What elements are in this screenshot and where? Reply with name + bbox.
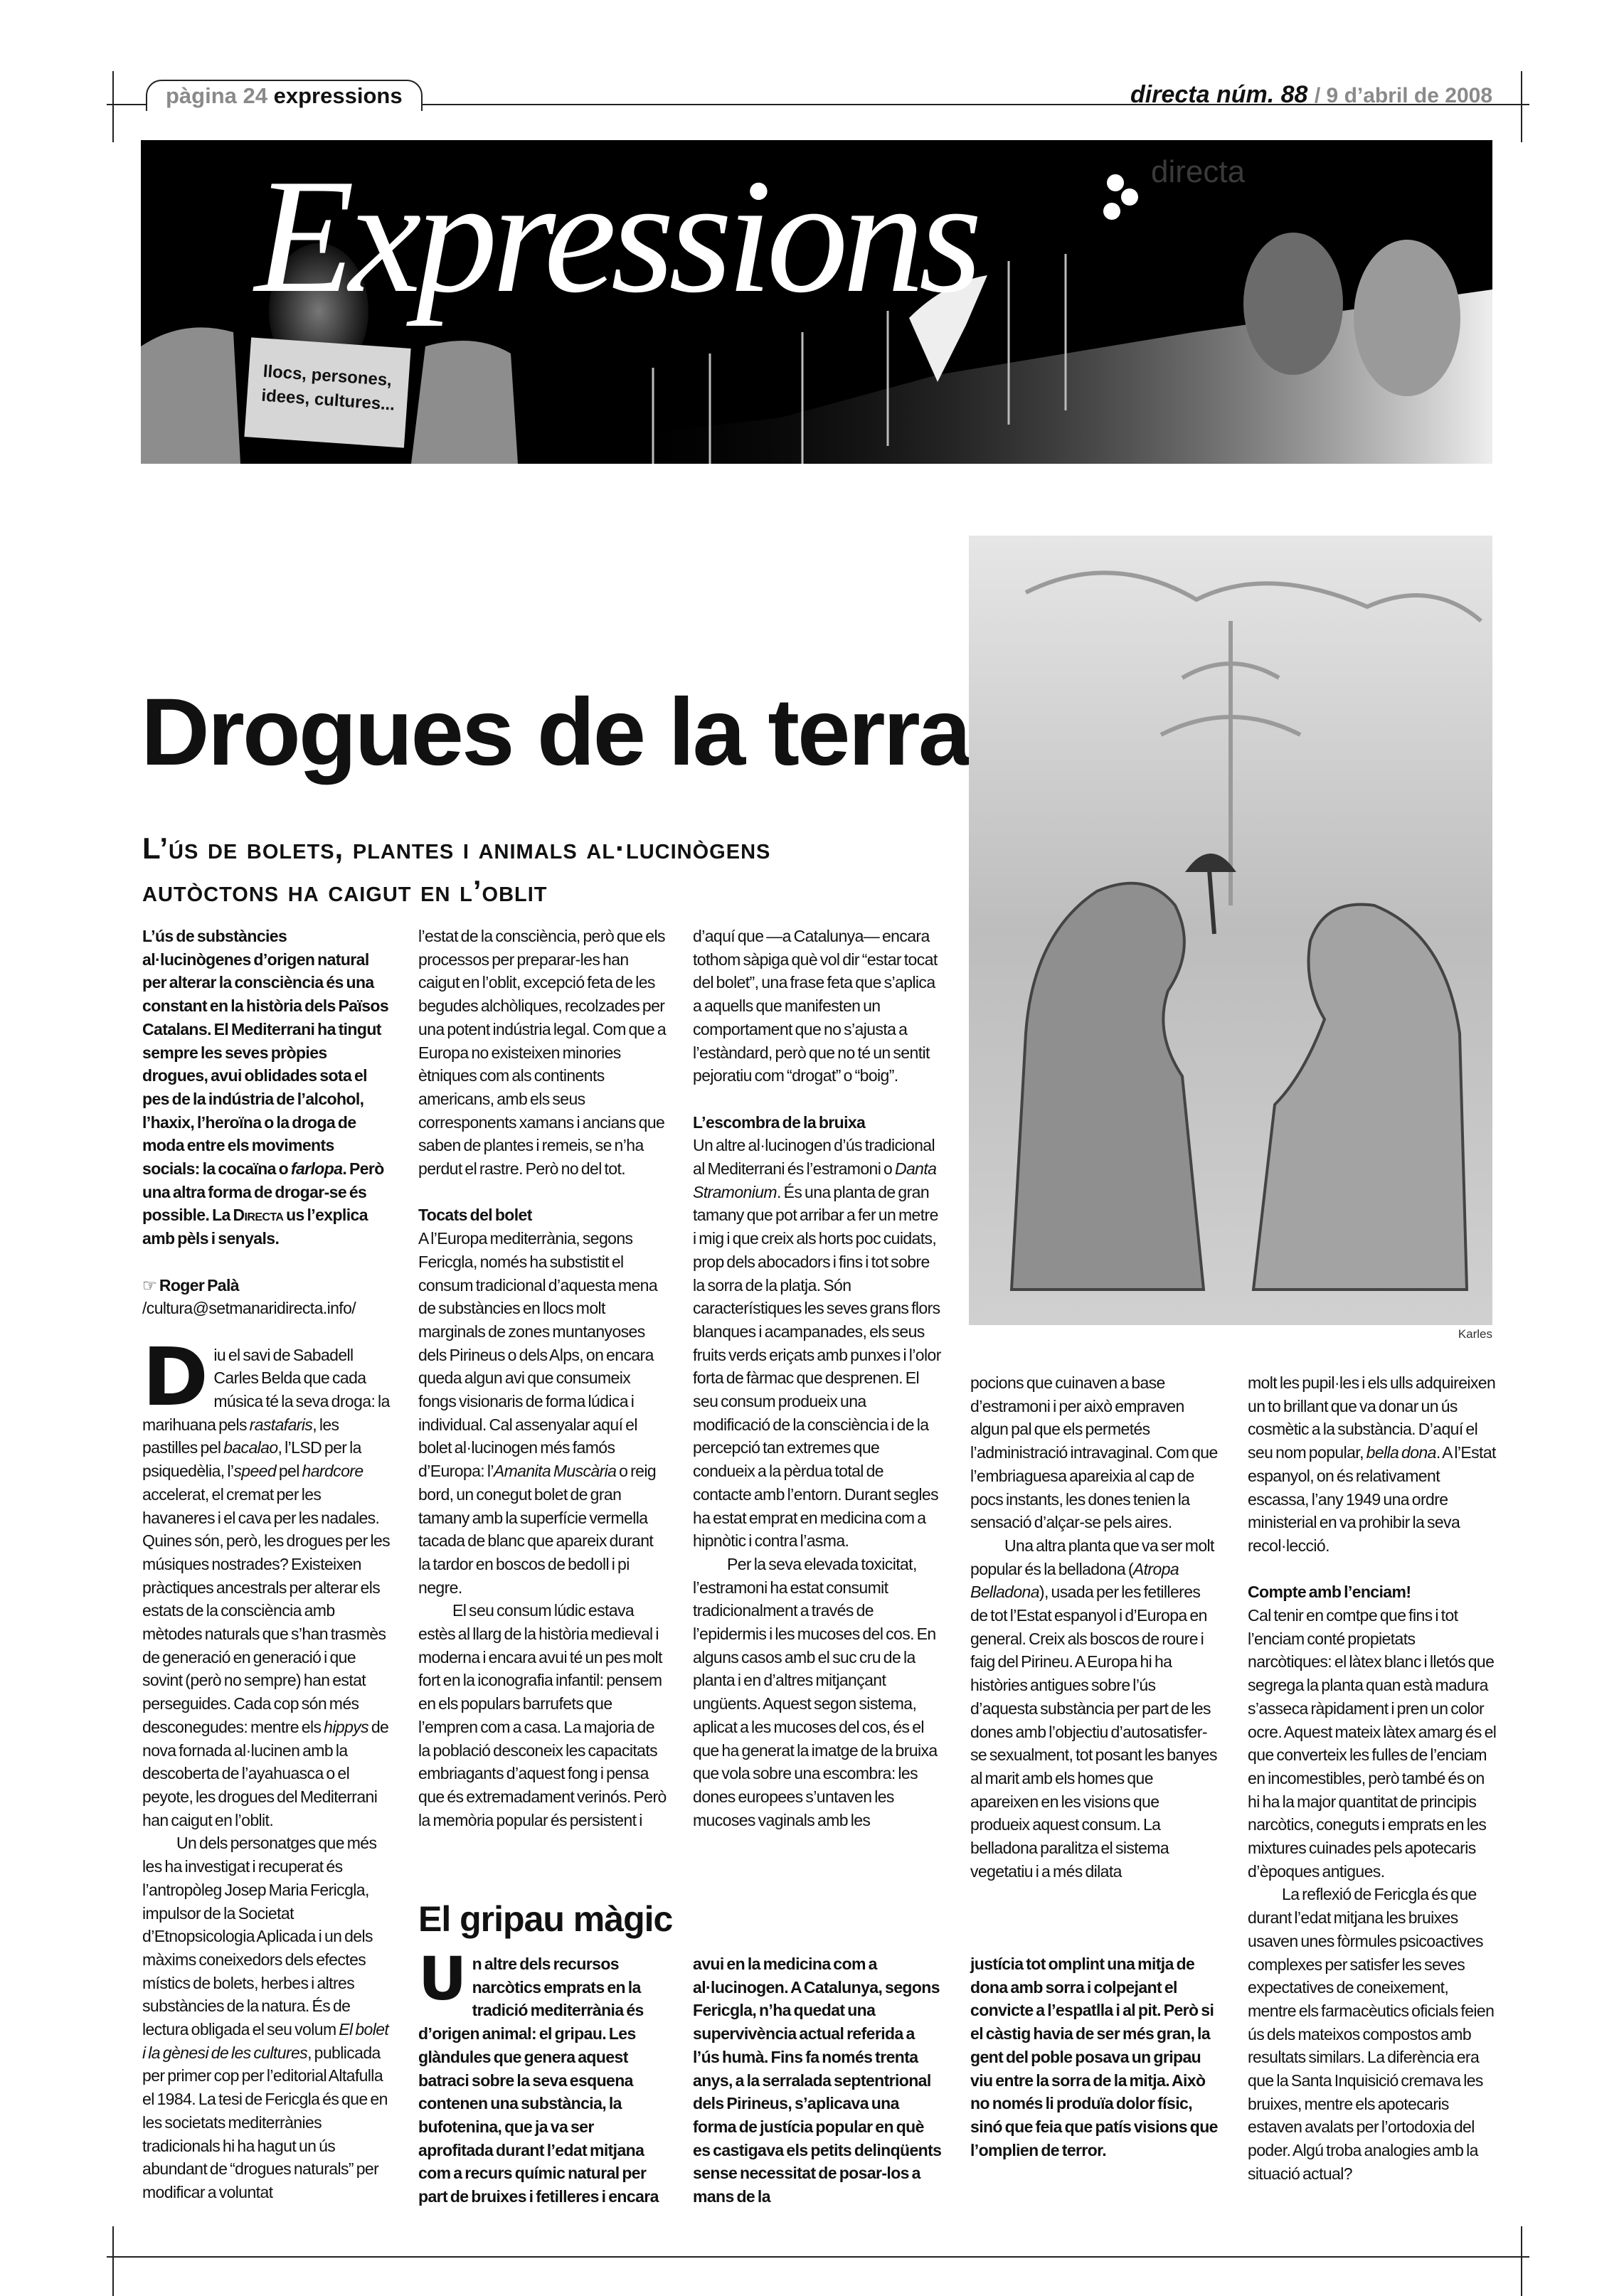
crop-mark [1521,2226,1522,2296]
text-run: ), usada per les fetilleres de tot l’Estat espanyol i d’Europa en general. Creix als boscos de roure i faig del Pirineu. A Europa hi ha històries antigues sobre l’ús d’aquesta substància per part de les dones amb l’objectiu d’autosatisfer-se sexualment, tot posant les banyes al marit amb els homes que apareixen en les visions que produeix aquest consum. La belladona paralitza el sistema vegetatiu i a més dilata [970,1583,1217,1881]
text-run: , l’LSD per la psiquedèlia, l’ [142,1438,361,1481]
text-run: , publicada per primer cop per l’editorial Altafulla el 1984. La tesi de Fericgla és que en les societats mediterrànies tradicionals hi ha hagut un ús abundant de “drogues naturals” per modificar a voluntat [142,2043,388,2201]
issue-info [1130,81,1492,110]
article-title: Drogues de la terra [141,679,970,785]
author-email[interactable]: /cultura@setmanaridirecta.info/ [142,1299,356,1318]
text-run: Un altre al·lucinogen d’ús tradicional al Mediterrani és l’estramoni o [693,1136,935,1179]
text-run: o reig bord, un conegut bolet de gran tamany amb la superfície vermella tacada de blanc que apareix durant la tardor en boscos de bedoll i pi negre. [418,1462,657,1597]
page-number: pàgina 24 [166,83,267,108]
subheading: Tocats del bolet [418,1206,532,1225]
sidebar-column-1 [418,1944,667,2209]
body-paragraph [693,1553,942,1832]
card-line: idees, cultures... [260,386,396,415]
italic-text: farlopa [290,1159,343,1179]
text-run: pel [276,1462,302,1481]
body-paragraph [142,1331,391,1832]
publication-issue: directa núm. 88 [1130,81,1308,108]
body-paragraph [1248,1883,1497,2185]
text-run: de nova fornada al·lucinen amb la descoberta de l’ayahuasca o el peyote, les drogues del Mediterrani han caigut en l’oblit. [142,1717,389,1829]
body-paragraph [693,925,942,1088]
crop-mark [112,2226,114,2296]
drop-cap: U [418,1944,467,2014]
child-face [1354,240,1460,396]
body-paragraph [418,1227,667,1599]
text-run: accelerat, el cremat per les havaneres i el cava per les nadales. Quines són, però, les drogues per les músiques nostrades? Existeixen pràctiques ancestrals per alterar els estats de la consciència amb mètodes naturals que s’han trasmès de generació en generació i que sovint (però no sempre) han estat perseguides. Cada cop són més desconegudes: mentre els [142,1484,391,1736]
italic-text: Amanita Muscària [493,1462,617,1481]
text-run: La reflexió de Fericgla és que durant l’edat mitjana les bruixes usaven unes fòrmules psicoactives complexes per satisfer les seves expectatives de coneixement, mentre els farmacèutics oficials feien ús dels mateixos compostos amb resultats similars. La diferència era que la Santa Inquisició cremava les bruixes, mentre els apotecaris estaven avalats per l’ortodoxia del poder. Algú troba analogies amb la situació actual? [1248,1885,1495,2183]
italic-text: hardcore [302,1462,363,1481]
section-tab [146,80,423,111]
text-run: A l’Europa mediterrània, segons Fericgla, només ha substistit el consum tradicional d’aquesta mena de substàncies en llocs molt marginals de zones muntanyoses dels Pirineus o dels Alps, on encara queda algun avi que consumeix fongs visionaris de forma lúdica i individual. Cal assenyalar aquí el bolet al·lucinogen més famós d’Europa: l’ [418,1229,658,1481]
section-name: expressions [273,83,403,108]
italic-text: speed [233,1462,277,1481]
italic-text: Atropa Belladona [970,1559,1179,1602]
article-subtitle: L’ús de bolets, plantes i animals al·lucinògens [142,831,771,865]
byline [142,1274,391,1297]
image-credit: Karles [1458,1327,1492,1341]
body-paragraph [418,925,667,1181]
sidebar-paragraph [418,1944,667,2209]
smallcaps-text: Directa [233,1206,284,1225]
author-name: Roger Palà [159,1275,239,1295]
subheading: L’escombra de la bruixa [693,1112,866,1132]
text-run: Una altra planta que va ser molt popular és la belladona ( [970,1536,1214,1578]
paragraph-text [142,1331,391,1829]
sidebar-column-3 [970,1952,1219,2162]
drop-cap: D [142,1331,208,1424]
card-line: llocs, persones, [262,361,393,390]
italic-text: Danta Stramonium [693,1159,937,1201]
column-2 [418,925,667,1832]
italic-text: El bolet i la gènesi de les cultures [142,2020,389,2062]
text-run: l’estat de la consciència, però que els processos per preparar-les han caigut en l’oblit, excepció feta de les begudes alchòliques, recolzades per una potent indústria legal. Com que a Europa no existeixen minories ètniques com als continents americans, amb els seus corresponents xamans i ancians que saben de plantes i remeis, se n’ha perdut el rastre. Però no del tot. [418,927,667,1179]
subheading: Compte amb l’enciam! [1248,1583,1411,1602]
body-paragraph [1248,1371,1497,1558]
sidebar-paragraph [970,1952,1219,2162]
italic-text: bacalao [223,1438,278,1457]
text-run: justícia tot omplint una mitja de dona amb sorra i colpejant el convicte a l’espatlla i al pit. Però si el càstig havia de ser més gran, la gent del poble posava un gripau viu entre la sorra de la mitja. Això no només li produïa dolor físic, sinó que feia que patís visions que l’omplien de terror. [970,1955,1218,2159]
text-run: El seu consum lúdic estava estès al llarg de la història medieval i moderna i encara avui té un pes molt fort en la iconografia infantil: pensem en els populars barrufets que l’empren com a casa. La majoria de la població desconeix les capacitats embriagants d’aquest fong i pensa que és extremadament verinós. Però la memòria popular és persistent i [418,1601,667,1829]
italic-text: bella dona [1366,1443,1436,1462]
body-paragraph [418,1599,667,1832]
relief-image [969,536,1492,1325]
crop-mark [112,71,114,142]
text-run: Per la seva elevada toxicitat, l’estramoni ha estat consumit tradicionalment a través de l’epidermis i les mucoses del cos. En alguns casos amb el suc cru de la planta i en d’altres mitjançant ungüents. Aquest segon sistema, aplicat a les mucoses del cos, és el que ha generat la imatge de la bruixa que vola sobre una escombra: les dones europees s’untaven les mucoses vaginals amb les [693,1554,938,1829]
column-4 [970,1371,1219,1883]
text-run: d’aquí que —a Catalunya— encara tothom sàpiga què vol dir “estar tocat del bolet”, una frase feta que s’aplica a aquells que manifesten un comportament que no s’ajusta a l’estàndard, però que no té un sentit pejoratiu com “drogat” o “boig”. [693,927,938,1085]
text-run: Un dels personatges que més les ha investigat i recuperat és l’antropòleg Josep Maria Fericgla, impulsor de la Societat d’Etnopsicologia Aplicada i un dels màxims coneixedors dels efectes místics de bolets, herbes i altres substàncies de la natura. És de lectura obligada el seu volum [142,1834,377,2039]
issue-date: / 9 d’abril de 2008 [1314,84,1492,107]
sidebar-paragraph [693,1952,942,2209]
italic-text: hippys [324,1717,369,1736]
italic-text: rastafaris [249,1415,313,1434]
text-run: , les pastilles pel [142,1415,339,1457]
text-run: pocions que cuinaven a base d’estramoni i per això empraven algun pal que els permetés l’administració intravaginal. Com que l’embriaguesa apareixia al cap de pocs instants, les dones tenien la sensació d’alçar-se pels aires. [970,1373,1218,1532]
child-face [1243,233,1343,375]
text-run: iu el savi de Sabadell Carles Belda que cada música té la seva droga: la marihuana pels [142,1345,390,1434]
text-run: n altre dels recursos narcòtics emprats en la tradició mediterrània és d’origen animal: el gripau. Les glàndules que genera aquest batraci sobre la seva esquena contenen una substància, la bufotenina, que ja va ser aprofitada durant l’edat mitjana com a recurs químic natural per part de bruixes i fetilleres i encara [418,1955,659,2206]
body-paragraph [1248,1604,1497,1883]
text-run: Cal tenir en comtpe que fins i tot l’enciam conté propietats narcòtiques: el làtex blanc i lletós que segrega la planta quan està madura s’asseca ràpidament i pren un color ocre. Aquest mateix làtex amarg és el que converteix les fulles de l’enciam en incomestibles, però també és on hi ha la major quantitat de principis narcòtics, coneguts i emprats en les mixtures cuinades pels apotecaris d’èpoques antigues. [1248,1606,1497,1881]
crop-mark [1521,71,1522,142]
article-intro [142,925,391,1250]
column-1 [142,925,391,2204]
column-3 [693,925,942,1832]
text-run: L’ús de substàncies al·lucinògenes d’origen natural per alterar la consciència és una constant en la història dels Països Catalans. El Mediterrani ha tingut sempre les seves pròpies drogues, avui oblidades sota el pes de la indústria de l’alcohol, l’haxix, l’heroïna o la droga de moda entre els moviments socials: la cocaïna o [142,927,389,1179]
text-run: . És una planta de gran tamany que pot arribar a fer un metre i mig i que creix als horts poc cuidats, prop dels abocadors i fins i tot sobre la sorra de la platja. Són característiques les seves grans flors blanques i acampanades, els seus fruits verds eriçats amb punxes i l’olor forta de fàrmac que desprenen. El seu consum produeix una modificació de la consciència i de la percepció tan extremes que condueix a la pèrdua total de contacte amb l’entorn. Durant segles ha estat emprat en medicina com a hipnòtic i contra l’asma. [693,1182,941,1551]
section-banner [141,140,1492,464]
footer-rule [107,2256,1529,2258]
text-run: avui en la medicina com a al·lucinogen. A Catalunya, segons Fericgla, n’ha quedat una supervivència actual referida a l’ús humà. Fins fa només trenta anys, a la serralada septentrional dels Pirineus, s’aplicava una forma de justícia popular en què es castigava els petits delinqüents sense necessitat de posar-los a mans de la [693,1955,942,2206]
article-illustration [969,536,1492,1325]
sidebar-title: El gripau màgic [418,1899,673,1939]
text-run: . A l’Estat espanyol, on és relativament escassa, l’any 1949 una ordre ministerial en va prohibir la seva recol·lecció. [1248,1443,1496,1555]
column-5 [1248,1371,1497,2186]
body-paragraph [142,1832,391,2204]
body-paragraph [693,1134,942,1553]
text-run: us l’explica amb pèls i senyals. [142,1206,368,1248]
banner-card [244,337,410,447]
sidebar-column-2 [693,1952,942,2209]
text-run: . Però una altra forma de drogar-se és possible. La [142,1159,384,1225]
body-paragraph [970,1534,1219,1883]
body-paragraph [970,1371,1219,1534]
banner-brand: directa [1151,154,1246,189]
text-run: molt les pupil·les i els ulls adquireixen un to brillant que va donar un ús cosmètic a la substància. D’aquí el seu nom popular, [1248,1373,1496,1462]
pointing-hand-icon: ☞ [142,1275,157,1295]
banner-script-title: Expressions [255,145,977,326]
article-subtitle: autòctons ha caigut en l’oblit [142,874,548,908]
